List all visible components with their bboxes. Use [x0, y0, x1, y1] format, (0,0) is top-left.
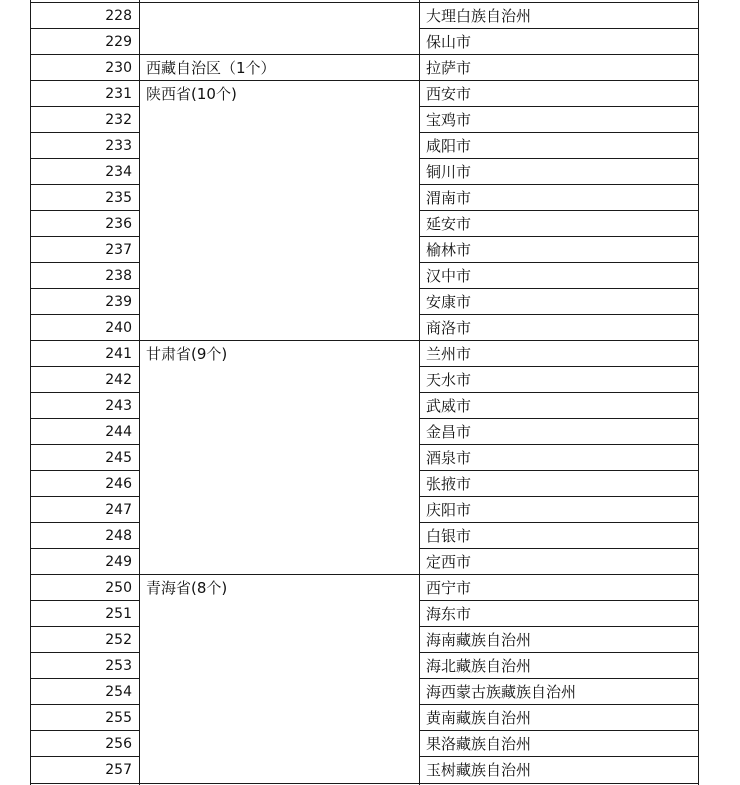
city-name: 黄南藏族自治州	[426, 709, 532, 727]
row-number: 255	[105, 710, 132, 726]
city-name: 大理白族自治州	[426, 7, 532, 25]
row-number: 254	[105, 684, 132, 700]
row-number: 245	[105, 450, 132, 466]
city-name: 张掖市	[426, 475, 472, 493]
row-number: 230	[105, 60, 132, 76]
row-number: 244	[105, 424, 132, 440]
city-name: 西宁市	[426, 579, 472, 597]
city-name: 酒泉市	[426, 449, 472, 467]
province-name: 西藏自治区（1个）	[146, 59, 276, 77]
city-name: 海北藏族自治州	[426, 657, 532, 675]
row-number: 235	[105, 190, 132, 206]
row-number: 237	[105, 242, 132, 258]
city-name: 宝鸡市	[426, 111, 472, 129]
row-number: 236	[105, 216, 132, 232]
row-number: 250	[105, 580, 132, 596]
city-name: 海南藏族自治州	[426, 631, 532, 649]
row-number: 238	[105, 268, 132, 284]
city-name: 拉萨市	[426, 59, 472, 77]
city-name: 汉中市	[426, 267, 472, 285]
city-name: 渭南市	[426, 189, 472, 207]
row-number: 251	[105, 606, 132, 622]
row-number: 253	[105, 658, 132, 674]
city-name: 白银市	[426, 527, 472, 545]
city-name: 保山市	[426, 33, 472, 51]
row-number: 257	[105, 762, 132, 778]
row-number: 243	[105, 398, 132, 414]
city-name: 金昌市	[426, 423, 472, 441]
row-number: 239	[105, 294, 132, 310]
city-name: 榆林市	[426, 241, 472, 259]
row-border	[30, 783, 699, 784]
city-name: 西安市	[426, 85, 472, 103]
row-number: 242	[105, 372, 132, 388]
city-name: 定西市	[426, 553, 472, 571]
row-number: 234	[105, 164, 132, 180]
row-number: 240	[105, 320, 132, 336]
row-number: 252	[105, 632, 132, 648]
row-number: 248	[105, 528, 132, 544]
city-name: 玉树藏族自治州	[426, 761, 532, 779]
column-border	[139, 0, 140, 785]
row-number: 228	[105, 8, 132, 24]
row-number: 232	[105, 112, 132, 128]
city-name: 安康市	[426, 293, 472, 311]
city-name: 海西蒙古族藏族自治州	[426, 683, 577, 701]
city-name: 果洛藏族自治州	[426, 735, 532, 753]
city-name: 天水市	[426, 371, 472, 389]
row-number: 233	[105, 138, 132, 154]
row-number: 229	[105, 34, 132, 50]
city-name: 武威市	[426, 397, 472, 415]
row-number: 256	[105, 736, 132, 752]
row-number: 231	[105, 86, 132, 102]
city-name: 兰州市	[426, 345, 472, 363]
row-number: 241	[105, 346, 132, 362]
city-name: 咸阳市	[426, 137, 472, 155]
city-name: 庆阳市	[426, 501, 472, 519]
row-number: 247	[105, 502, 132, 518]
province-name: 甘肃省(9个)	[146, 345, 228, 363]
city-name: 海东市	[426, 605, 472, 623]
city-name: 延安市	[426, 215, 472, 233]
city-name: 铜川市	[426, 163, 472, 181]
province-name: 青海省(8个)	[146, 579, 228, 597]
city-name: 商洛市	[426, 319, 472, 337]
province-name: 陕西省(10个)	[146, 85, 237, 103]
row-number: 246	[105, 476, 132, 492]
row-number: 249	[105, 554, 132, 570]
